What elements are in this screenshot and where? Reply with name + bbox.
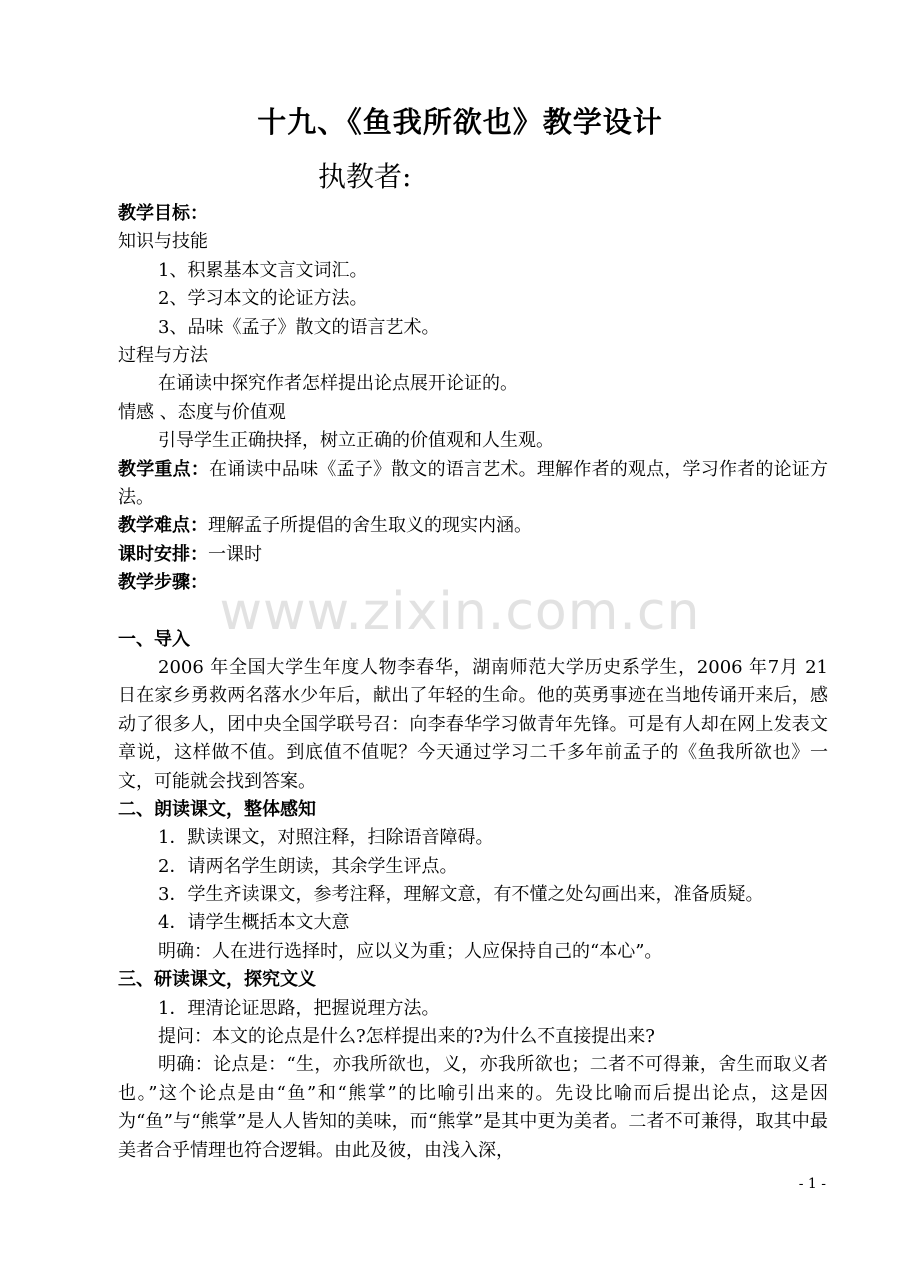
- step1-heading: 一、导入: [118, 628, 190, 650]
- emotion-text: 引导学生正确抉择，树立正确的价值观和人生观。: [158, 430, 554, 452]
- process-text: 在诵读中探究作者怎样提出论点展开论证的。: [158, 373, 518, 395]
- watermark: www.zixin.com.cn: [219, 582, 701, 642]
- key-points: [118, 456, 828, 513]
- schedule: [118, 541, 828, 569]
- step2-item: 2．请两名学生朗读，其余学生评点。: [158, 855, 458, 877]
- knowledge-item: 3、品味《孟子》散文的语言艺术。: [158, 316, 440, 338]
- step2-item: 明确：人在进行选择时，应以义为重；人应保持自己的“本心”。: [158, 940, 663, 962]
- knowledge-heading: 知识与技能: [118, 231, 208, 253]
- steps-heading: 教学步骤：: [118, 572, 208, 594]
- knowledge-item: 1、积累基本文言文词汇。: [158, 259, 368, 281]
- step3-heading: 三、研读课文，探究文义: [118, 969, 316, 991]
- step1-text: 2006 年全国大学生年度人物李春华，湖南师范大学历史系学生，2006 年7月 21 日在家乡勇救两名落水少年后，献出了年轻的生命。他的英勇事迹在当地传诵开来后，感动了很多人，团中央全国学联号召：向李春华学习做青年先锋。可是有人却在网上发表文章说，这样做不值。到底值不值呢？今天通过学习二千多年前孟子的《鱼我所欲也》一文，可能就会找到答案。: [118, 656, 828, 792]
- step2-item: 1．默读课文，对照注释，扫除语音障碍。: [158, 827, 494, 849]
- author-line: 执教者:: [318, 160, 412, 193]
- process-heading: 过程与方法: [118, 344, 208, 366]
- step3-item: 1．理清论证思路，把握说理方法。: [158, 997, 440, 1019]
- difficulty-points: [118, 512, 828, 540]
- difficulty-label: 教学难点：: [118, 515, 208, 537]
- step2-item: 4．请学生概括本文大意: [158, 912, 350, 934]
- step3-answer: 明确：论点是：“生，亦我所欲也，义，亦我所欲也；二者不可得兼，舍生而取义者也。”这个论点是由“鱼”和“熊掌”的比喻引出来的。先设比喻而后提出论点，这是因为“鱼”与“熊掌”是人人皆知的美味，而“熊掌”是其中更为美者。二者不可兼得，取其中最美者合乎情理也符合逻辑。由此及彼，由浅入深，: [118, 1054, 828, 1161]
- step3-question: 提问：本文的论点是什么?怎样提出来的?为什么不直接提出来?: [158, 1026, 655, 1048]
- schedule-text: 一课时: [208, 543, 262, 565]
- goals-heading: 教学目标：: [118, 203, 208, 224]
- page-number: - 1 -: [798, 1176, 826, 1192]
- document-body: [118, 200, 828, 1165]
- spacer: [118, 598, 828, 626]
- key-label: 教学重点：: [118, 458, 210, 480]
- document-title: 十九、《鱼我所欲也》教学设计: [257, 105, 663, 139]
- step2-heading: 二、朗读课文，整体感知: [118, 798, 316, 820]
- emotion-heading: 情感 、态度与价值观: [118, 401, 286, 423]
- key-text: 在诵读中品味《孟子》散文的语言艺术。理解作者的观点，学习作者的论证方法。: [118, 458, 829, 508]
- knowledge-item: 2、学习本文的论证方法。: [158, 288, 368, 310]
- schedule-label: 课时安排：: [118, 543, 208, 565]
- step2-item: 3．学生齐读课文，参考注释，理解文意，有不懂之处勾画出来，准备质疑。: [158, 884, 764, 906]
- difficulty-text: 理解孟子所提倡的舍生取义的现实内涵。: [208, 515, 532, 537]
